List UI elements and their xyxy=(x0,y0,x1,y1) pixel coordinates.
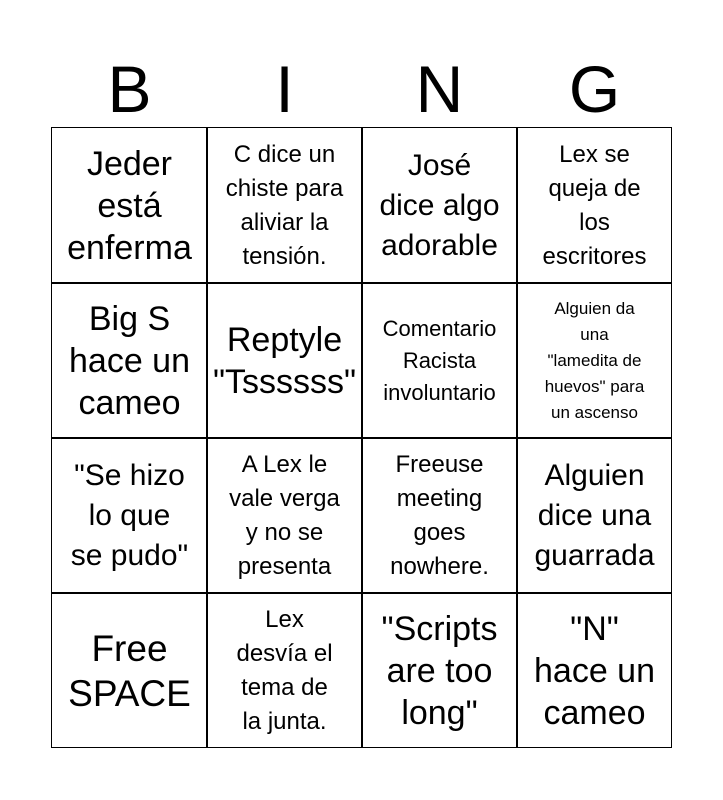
cell-text: Reptyle "Tssssss" xyxy=(212,320,357,401)
cell-text: Big S hace un cameo xyxy=(69,299,190,422)
cell-text: Comentario Racista involuntario xyxy=(382,315,497,405)
header-letter-i: I xyxy=(275,52,294,126)
cell-text: "Scripts are too long" xyxy=(381,609,498,732)
cell-text: Alguien da una "lamedita de huevos" para un ascenso xyxy=(544,298,645,422)
bingo-cell[interactable] xyxy=(207,438,362,593)
bingo-cell[interactable] xyxy=(362,283,517,438)
bingo-cell[interactable] xyxy=(362,593,517,748)
bingo-header xyxy=(52,50,672,128)
bingo-cell[interactable] xyxy=(207,283,362,438)
free-space-text: Free SPACE xyxy=(68,627,191,714)
cell-text: Jeder está enferma xyxy=(67,144,192,267)
cell-text: "N" hace un cameo xyxy=(534,609,655,732)
header-letter-g: G xyxy=(568,52,621,126)
bingo-cell[interactable] xyxy=(362,438,517,593)
bingo-cell[interactable] xyxy=(517,283,672,438)
header-letter-n: N xyxy=(415,52,464,126)
bingo-cell[interactable] xyxy=(52,283,207,438)
cell-text: Lex se queja de los escritores xyxy=(542,140,647,270)
bingo-cell[interactable] xyxy=(207,593,362,748)
cell-text: Alguien dice una guarrada xyxy=(534,458,655,572)
cell-text: "Se hizo lo que se pudo" xyxy=(70,458,189,572)
bingo-cell[interactable] xyxy=(517,128,672,283)
bingo-cell[interactable] xyxy=(52,128,207,283)
bingo-cell[interactable] xyxy=(517,438,672,593)
bingo-cell[interactable] xyxy=(52,438,207,593)
bingo-cell[interactable] xyxy=(207,128,362,283)
bingo-cell[interactable] xyxy=(517,593,672,748)
grid-line xyxy=(52,437,671,439)
grid-line xyxy=(52,282,671,284)
cell-text: Freeuse meeting goes nowhere. xyxy=(390,450,489,580)
header-letter-b: B xyxy=(107,52,152,126)
cell-text: C dice un chiste para aliviar la tensión. xyxy=(225,140,344,270)
bingo-cell[interactable] xyxy=(52,593,207,748)
bingo-board xyxy=(51,127,672,748)
cell-text: A Lex le vale verga y no se presenta xyxy=(229,450,340,580)
grid-line xyxy=(52,592,671,594)
cell-text: Lex desvía el tema de la junta. xyxy=(236,605,333,735)
cell-text: José dice algo adorable xyxy=(379,148,500,262)
bingo-cell[interactable] xyxy=(362,128,517,283)
